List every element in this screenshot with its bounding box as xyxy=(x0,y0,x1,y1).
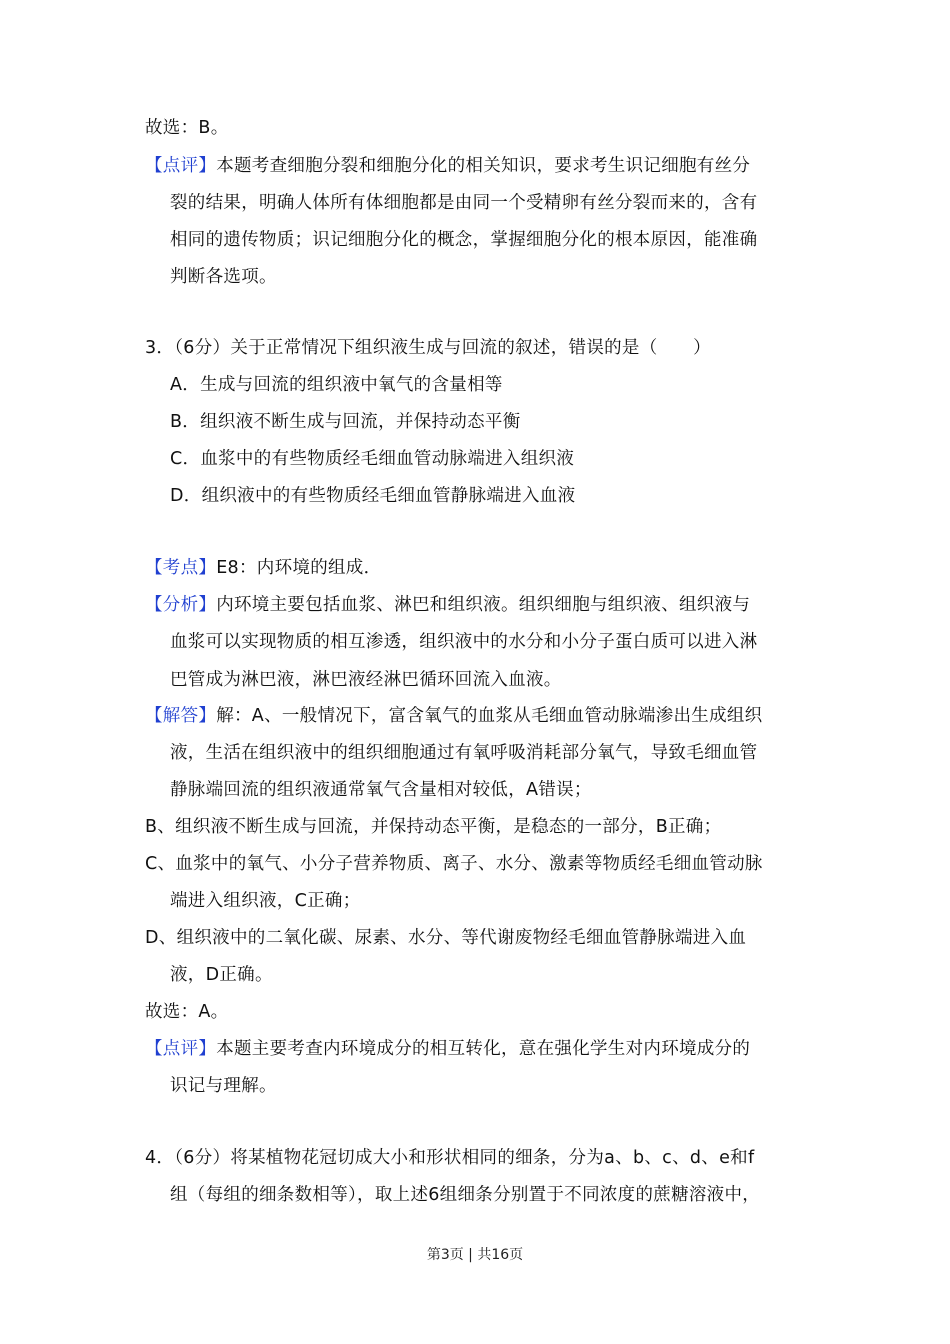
solution-text: 静脉端回流的组织液通常氧气含量相对较低，A错误； xyxy=(170,780,592,800)
comment-text: 识记与理解。 xyxy=(170,1076,277,1096)
point-text: E8：内环境的组成． xyxy=(216,558,382,578)
comment-text: 相同的遗传物质；识记细胞分化的概念，掌握细胞分化的根本原因，能准确 xyxy=(170,230,758,250)
solution-text: 解：A、一般情况下，富含氧气的血浆从毛细血管动脉端渗出生成组织 xyxy=(216,706,763,726)
page-footer: 第3页 | 共16页 xyxy=(426,1247,524,1263)
q3-option-d: D．组织液中的有些物质经毛细血管静脉端进入血液 xyxy=(170,486,576,506)
q3-option-b: B．组织液不断生成与回流，并保持动态平衡 xyxy=(170,412,521,432)
q3-solution xyxy=(145,704,762,728)
q2-answer: 故选：B。 xyxy=(145,118,229,138)
q3-comment xyxy=(145,1037,750,1061)
q4-stem: 4．（6分）将某植物花冠切成大小和形状相同的细条，分为a、b、c、d、e和f xyxy=(145,1148,755,1168)
solution-text: 液，生活在组织液中的组织细胞通过有氧呼吸消耗部分氧气，导致毛细血管 xyxy=(170,743,758,763)
solution-text: 端进入组织液，C正确； xyxy=(170,891,361,911)
analysis-text: 内环境主要包括血浆、淋巴和组织液。组织细胞与组织液、组织液与 xyxy=(216,595,751,615)
comment-tag: 【点评】 xyxy=(145,1039,217,1059)
q2-comment xyxy=(145,154,750,178)
q3-point xyxy=(145,556,381,580)
analysis-tag: 【分析】 xyxy=(145,595,217,615)
q3-option-a: A．生成与回流的组织液中氧气的含量相等 xyxy=(170,375,503,395)
q3-analysis xyxy=(145,593,750,617)
analysis-text: 血浆可以实现物质的相互渗透，组织液中的水分和小分子蛋白质可以进入淋 xyxy=(170,632,758,652)
comment-text: 判断各选项。 xyxy=(170,267,277,287)
solution-text: D、组织液中的二氧化碳、尿素、水分、等代谢废物经毛细血管静脉端进入血 xyxy=(145,928,747,948)
comment-text: 本题主要考查内环境成分的相互转化，意在强化学生对内环境成分的 xyxy=(216,1039,751,1059)
analysis-text: 巴管成为淋巴液，淋巴液经淋巴循环回流入血液。 xyxy=(170,670,562,690)
solution-text: B、组织液不断生成与回流，并保持动态平衡，是稳态的一部分，B正确； xyxy=(145,817,722,837)
q3-option-c: C．血浆中的有些物质经毛细血管动脉端进入组织液 xyxy=(170,449,575,469)
solution-text: C、血浆中的氧气、小分子营养物质、离子、水分、激素等物质经毛细血管动脉 xyxy=(145,854,763,874)
q3-answer: 故选：A。 xyxy=(145,1002,229,1022)
solution-text: 液，D正确。 xyxy=(170,965,273,985)
point-tag: 【考点】 xyxy=(145,558,217,578)
comment-tag: 【点评】 xyxy=(145,156,217,176)
comment-text: 裂的结果，明确人体所有体细胞都是由同一个受精卵有丝分裂而来的，含有 xyxy=(170,193,758,213)
solution-tag: 【解答】 xyxy=(145,706,217,726)
q4-stem-cont: 组（每组的细条数相等），取上述6组细条分别置于不同浓度的蔗糖溶液中， xyxy=(170,1185,761,1205)
comment-text: 本题考查细胞分裂和细胞分化的相关知识，要求考生识记细胞有丝分 xyxy=(216,156,751,176)
q3-stem: 3．（6分）关于正常情况下组织液生成与回流的叙述，错误的是（ ） xyxy=(145,338,711,358)
